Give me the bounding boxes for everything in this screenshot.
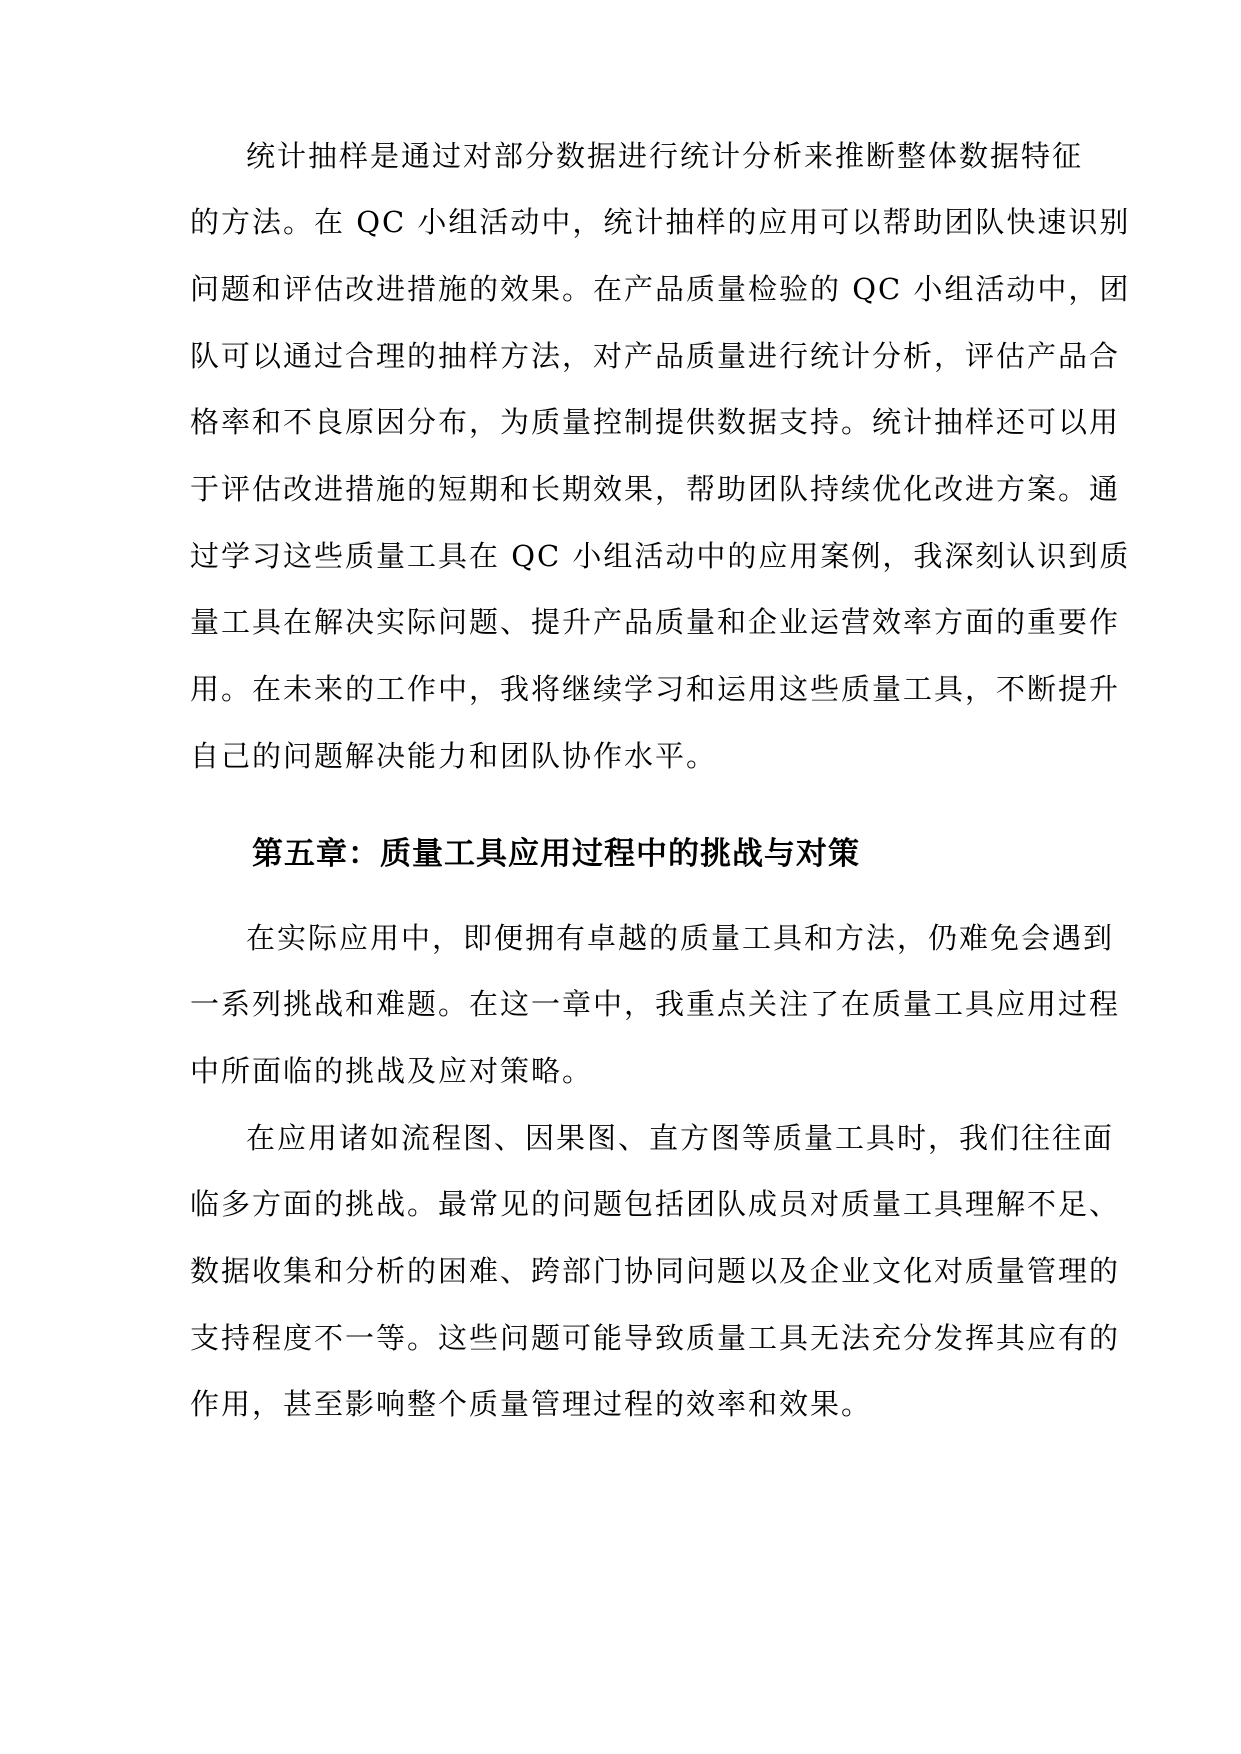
paragraph-1-line-2: 的方法。在 QC 小组活动中，统计抽样的应用可以帮助团队快速识别 [190, 205, 1131, 239]
paragraph-1-line-9: 用。在未来的工作中，我将继续学习和运用这些质量工具，不断提升 [190, 672, 1121, 706]
paragraph-1-line-4: 队可以通过合理的抽样方法，对产品质量进行统计分析，评估产品合 [190, 339, 1121, 373]
paragraph-3-line-4: 支持程度不一等。这些问题可能导致质量工具无法充分发挥其应有的 [190, 1321, 1121, 1355]
paragraph-1-line-8: 量工具在解决实际问题、提升产品质量和企业运营效率方面的重要作 [190, 605, 1121, 639]
paragraph-2-line-2: 一系列挑战和难题。在这一章中，我重点关注了在质量工具应用过程 [190, 987, 1121, 1021]
paragraph-1-line-1: 统计抽样是通过对部分数据进行统计分析来推断整体数据特征 [246, 139, 1084, 173]
paragraph-3-line-1: 在应用诸如流程图、因果图、直方图等质量工具时，我们往往面 [246, 1121, 1115, 1155]
paragraph-3-line-5: 作用，甚至影响整个质量管理过程的效率和效果。 [190, 1387, 873, 1421]
paragraph-1-line-5: 格率和不良原因分布，为质量控制提供数据支持。统计抽样还可以用 [190, 405, 1121, 439]
paragraph-1-line-10: 自己的问题解决能力和团队协作水平。 [190, 739, 718, 773]
paragraph-2-line-3: 中所面临的挑战及应对策略。 [190, 1054, 594, 1088]
paragraph-1-line-6: 于评估改进措施的短期和长期效果，帮助团队持续优化改进方案。通 [190, 472, 1121, 506]
paragraph-2-line-1: 在实际应用中，即便拥有卓越的质量工具和方法，仍难免会遇到 [246, 921, 1115, 955]
paragraph-1-line-3: 问题和评估改进措施的效果。在产品质量检验的 QC 小组活动中，团 [190, 272, 1131, 306]
chapter-heading: 第五章：质量工具应用过程中的挑战与对策 [252, 836, 860, 872]
paragraph-3-line-3: 数据收集和分析的困难、跨部门协同问题以及企业文化对质量管理的 [190, 1254, 1121, 1288]
paragraph-3-line-2: 临多方面的挑战。最常见的问题包括团队成员对质量工具理解不足、 [190, 1187, 1121, 1221]
paragraph-1-line-7: 过学习这些质量工具在 QC 小组活动中的应用案例，我深刻认识到质 [190, 539, 1131, 573]
